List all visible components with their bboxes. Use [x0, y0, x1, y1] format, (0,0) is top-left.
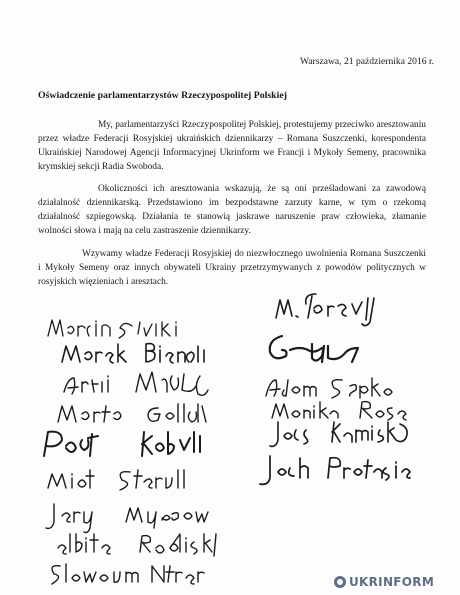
signature-8-left: [54, 528, 224, 560]
signature-3-left: [60, 366, 220, 400]
signature-9-left: [48, 558, 218, 588]
paragraph-appeal: Wzywamy władze Federacji Rosyjskiej do niezwłocznego uwolnienia Romana Suszczenki i Mykoły Semeny oraz innych obywateli Ukrainy przetrzymywanych z powodów politycznych w rosyjskich więzieniach i aresztach.: [38, 249, 426, 287]
ukrinform-logo-icon: [334, 576, 346, 588]
document-title: Oświadczenie parlamentarzystów Rzeczypospolitej Polskiej: [38, 90, 287, 101]
signature-2-right: [262, 330, 372, 370]
signature-6-right: [258, 452, 418, 488]
ukrinform-watermark: [334, 575, 434, 589]
signature-2-left: [58, 338, 218, 368]
place-and-date: Warszawa, 21 października 2016 r.: [300, 56, 435, 67]
watermark-text: UKRINFORM: [349, 575, 435, 589]
paragraph-circumstances: Okoliczności ich aresztowania wskazują, że są oni prześladowani za zawodową działalność dziennikarską. Przedstawiono im bezpodstawne zarzuty karne, w tym o rzekomą działalność szpiegowską. Działania te stanowią jaskrawe naruszenie praw człowieka, złamanie wolności słowa i mają na celu zastraszenie dziennikarzy.: [38, 184, 426, 236]
signature-5-right: [268, 416, 418, 448]
signature-7-left: [44, 498, 214, 532]
signature-6-left: [44, 464, 214, 494]
signature-5-left: [38, 426, 208, 462]
signature-1-right: [270, 288, 430, 328]
paragraph-protest: My, parlamentarzyści Rzeczypospolitej Polskiej, protestujemy przeciwko aresztowaniu przez władze Federacji Rosyjskiej ukraińskich dziennikarzy – Romana Suszczenki, korespondenta Ukraińskiej Narodowej Agencji Informacyjnej Ukrinform we Francji i Mykoły Semeny, pracownika krymskiej sekcji Radia Swoboda.: [38, 120, 426, 172]
signature-4-left: [54, 398, 214, 428]
